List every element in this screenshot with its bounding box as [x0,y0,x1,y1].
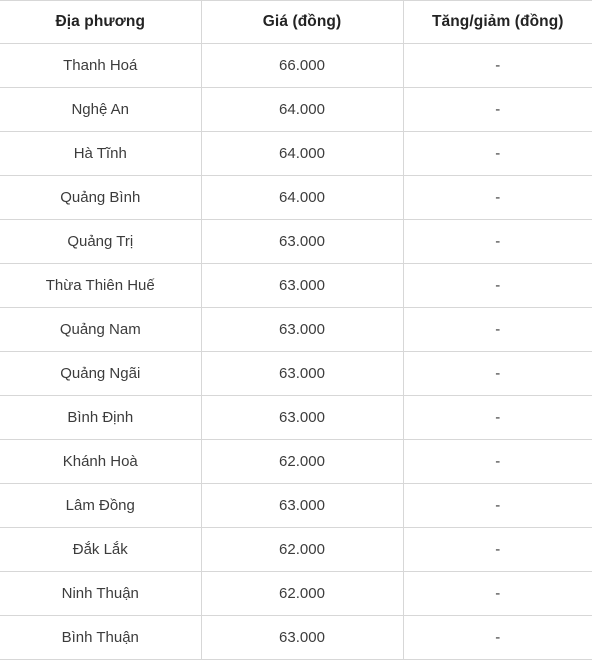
cell-price: 63.000 [201,352,403,396]
cell-locality: Thanh Hoá [0,44,201,88]
cell-price: 64.000 [201,176,403,220]
table-row [0,616,592,660]
table-row [0,44,592,88]
cell-locality: Khánh Hoà [0,440,201,484]
cell-price: 63.000 [201,220,403,264]
table-header-row [0,1,592,44]
table-row [0,308,592,352]
cell-change: - [495,629,501,646]
cell-locality: Bình Định [0,396,201,440]
table-row [0,528,592,572]
cell-change: - [403,44,592,88]
cell-price: 63.000 [201,264,403,308]
cell-change: - [403,572,592,616]
cell-change: - [403,176,592,220]
cell-locality: Hà Tĩnh [0,132,201,176]
cell-locality: Quảng Trị [0,220,201,264]
cell-price: 63.000 [201,484,403,528]
cell-locality: Lâm Đồng [0,484,201,528]
table-row [0,264,592,308]
cell-change: - [403,396,592,440]
cell-price: 62.000 [201,440,403,484]
cell-locality: Quảng Nam [0,308,201,352]
cell-price: 64.000 [201,132,403,176]
cell-locality: Quảng Bình [0,176,201,220]
column-header-change: Tăng/giảm (đồng) [403,1,592,44]
cell-change: - [403,264,592,308]
table-header [0,1,592,44]
cell-change: - [403,88,592,132]
cell-price: 63.000 [201,616,403,660]
cell-locality: Nghệ An [0,88,201,132]
column-header-locality: Địa phương [0,1,201,44]
cell-price: 63.000 [201,396,403,440]
table-row [0,352,592,396]
table-row [0,176,592,220]
cell-change: - [403,440,592,484]
cell-change: - [403,220,592,264]
table-row [0,220,592,264]
table-body [0,44,592,660]
cell-change: - [403,352,592,396]
cell-price: 62.000 [201,572,403,616]
cell-change: - [403,528,592,572]
table-row [0,572,592,616]
cell-change: - [403,308,592,352]
cell-locality: Ninh Thuận [0,572,201,616]
table-row [0,132,592,176]
cell-price: 62.000 [201,528,403,572]
column-header-price: Giá (đồng) [201,1,403,44]
cell-locality: Quảng Ngãi [0,352,201,396]
cell-change: - [403,484,592,528]
cell-price: 64.000 [201,88,403,132]
cell-price: 66.000 [201,44,403,88]
cell-locality: Đắk Lắk [0,528,201,572]
cell-change: - [403,132,592,176]
table-row [0,88,592,132]
cell-locality: Thừa Thiên Huế [0,264,201,308]
table-row [0,440,592,484]
table-row [0,484,592,528]
cell-price: 63.000 [201,308,403,352]
cell-locality: Bình Thuận [0,616,201,660]
table-row [0,396,592,440]
